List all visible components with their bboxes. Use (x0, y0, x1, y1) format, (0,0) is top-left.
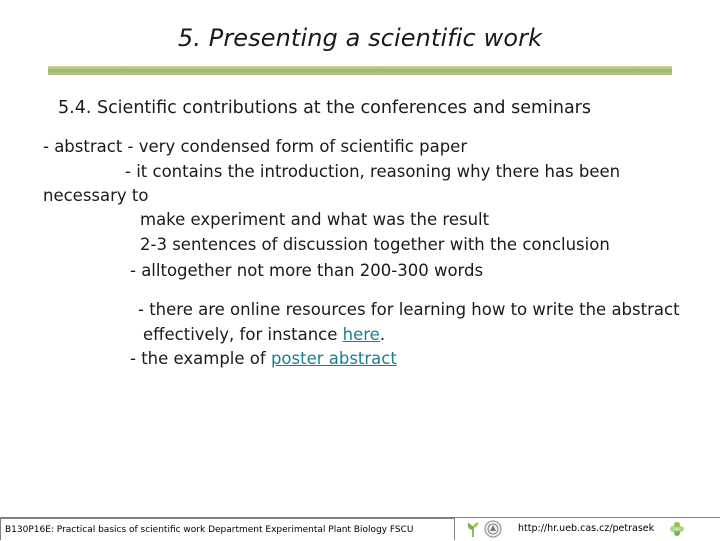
slide-title: 5. Presenting a scientific work (177, 24, 543, 52)
content-line-6: - alltogether not more than 200-300 words (130, 261, 484, 280)
abstract-label: - abstract (43, 137, 123, 156)
poster-abstract-link[interactable]: poster abstract (270, 349, 397, 368)
content-line-4: make experiment and what was the result (140, 210, 490, 229)
plant-logo-icon (466, 521, 480, 538)
abstract-definition-line (43, 134, 467, 159)
content-line-7: - there are online resources for learning how to write the abstract (138, 300, 680, 319)
content-line-5: 2-3 sentences of discussion together with the conclusion (140, 235, 610, 254)
line9-text: - the example of (130, 349, 271, 368)
flower-logo-icon (668, 520, 686, 538)
slide-footer (0, 517, 720, 541)
title-divider (48, 66, 672, 75)
slide-subtitle: 5.4. Scientific contributions at the conferences and seminars (58, 98, 591, 118)
footer-url: http://hr.ueb.cas.cz/petrasek (518, 523, 655, 534)
content-line-9 (130, 346, 397, 371)
institute-seal-icon (484, 520, 502, 538)
footer-course-info: B130P16E: Practical basics of scientific work Department Experimental Plant Biology FSCU (0, 518, 455, 540)
line8-period: . (379, 325, 386, 344)
here-link[interactable]: here (342, 325, 380, 344)
line8-text: effectively, for instance (143, 325, 343, 344)
abstract-definition: - very condensed form of scientific paper (122, 137, 468, 156)
content-line-2: - it contains the introduction, reasoning why there has been (125, 162, 621, 181)
content-line-3: necessary to (43, 186, 149, 205)
content-line-8 (143, 322, 385, 347)
